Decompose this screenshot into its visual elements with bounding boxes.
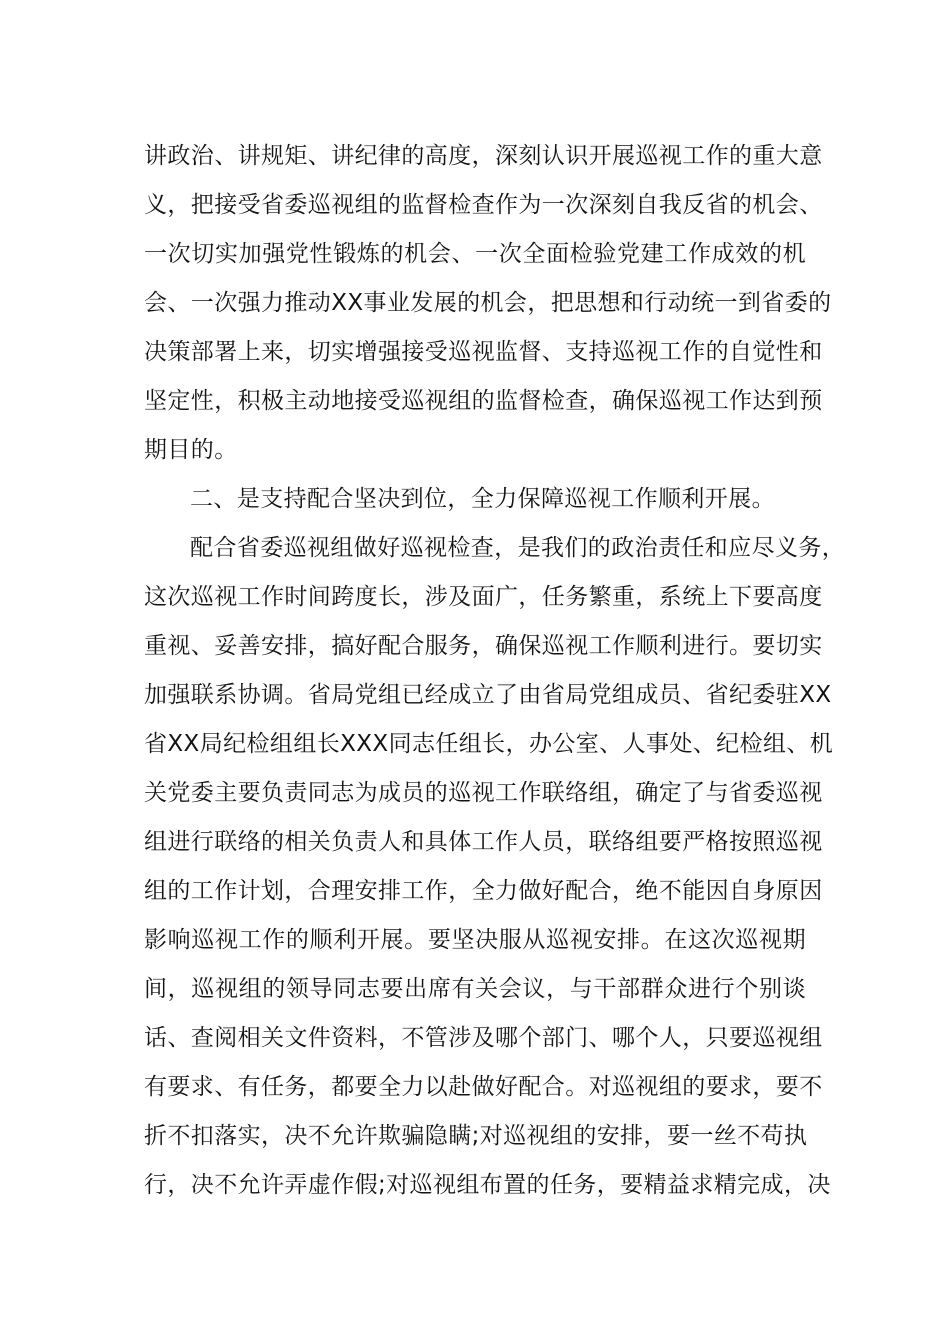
text-line: 重视、妥善安排，搞好配合服务，确保巡视工作顺利进行。要切实 [144,633,823,659]
paragraph-1 [144,132,832,475]
text-line: 义，把接受省委巡视组的监督检查作为一次深刻自我反省的机会、 [144,192,823,218]
text-line: 会、一次强力推动XX事业发展的机会，把思想和行动统一到省委的 [144,290,832,316]
text-line: 讲政治、讲规矩、讲纪律的高度，深刻认识开展巡视工作的重大意 [144,143,823,169]
document-body [144,132,846,1210]
text-line: 组的工作计划，合理安排工作，全力做好配合，绝不能因自身原因 [144,878,823,904]
text-line: 行，决不允许弄虚作假;对巡视组布置的任务，要精益求精完成，决 [144,1172,831,1198]
text-line: 一次切实加强党性锻炼的机会、一次全面检验党建工作成效的机 [144,241,806,267]
text-line: 坚定性，积极主动地接受巡视组的监督检查，确保巡视工作达到预 [144,388,823,414]
text-line: 决策部署上来，切实增强接受巡视监督、支持巡视工作的自觉性和 [144,339,823,365]
text-line: 间，巡视组的领导同志要出席有关会议，与干部群众进行个别谈 [144,976,806,1002]
text-line: 这次巡视工作时间跨度长，涉及面广，任务繁重，系统上下要高度 [144,584,823,610]
paragraph-2 [144,524,846,1210]
text-line: 话、查阅相关文件资料，不管涉及哪个部门、哪个人，只要巡视组 [144,1025,823,1051]
text-line: 配合省委巡视组做好巡视检查，是我们的政治责任和应尽义务， [190,535,846,561]
text-line: 加强联系协调。省局党组已经成立了由省局党组成员、省纪委驻XX [144,682,832,708]
heading-line: 二、是支持配合坚决到位，全力保障巡视工作顺利开展。 [190,486,775,512]
text-line: 期目的。 [144,437,238,463]
text-line: 关党委主要负责同志为成员的巡视工作联络组，确定了与省委巡视 [144,780,823,806]
section-heading-2 [144,475,806,524]
text-line: 折不扣落实，决不允许欺骗隐瞒;对巡视组的安排，要一丝不苟执 [144,1123,808,1149]
text-line: 组进行联络的相关负责人和具体工作人员，联络组要严格按照巡视 [144,829,823,855]
text-line: 有要求、有任务，都要全力以赴做好配合。对巡视组的要求，要不 [144,1074,823,1100]
text-line: 影响巡视工作的顺利开展。要坚决服从巡视安排。在这次巡视期 [144,927,806,953]
text-line: 省XX局纪检组组长XXX同志任组长，办公室、人事处、纪检组、机 [144,731,834,757]
